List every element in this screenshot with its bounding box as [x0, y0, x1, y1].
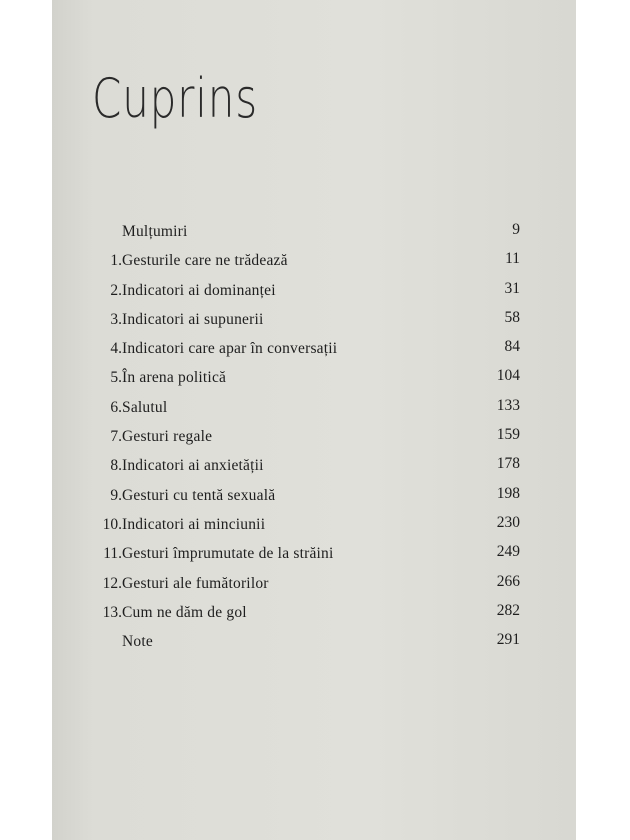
page-title: Cuprins	[92, 67, 258, 130]
toc-entry-page-number: 11	[505, 250, 520, 268]
toc-entry-title: Cum ne dăm de gol	[122, 603, 247, 621]
toc-entry-title: Indicatori ai supunerii	[122, 310, 264, 328]
toc-entry-page-number: 9	[512, 221, 520, 238]
toc-entry	[52, 511, 576, 540]
toc-entry-number: 8.	[110, 457, 122, 475]
toc-entry-number: 4.	[110, 340, 122, 358]
toc-entry-page-number: 282	[496, 601, 520, 619]
toc-entry-number: 12.	[102, 574, 122, 592]
toc-entry-title: Indicatori care apar în conversații	[122, 340, 338, 358]
toc-entry	[52, 335, 576, 364]
toc-entry	[52, 306, 576, 335]
toc-entry	[52, 628, 576, 657]
toc-entry-number: 1.	[110, 252, 122, 270]
toc-entry	[52, 394, 576, 423]
toc-entry-title: Gesturi cu tentă sexuală	[122, 486, 276, 504]
toc-entry	[52, 364, 576, 393]
toc-entry	[52, 247, 576, 276]
toc-entry-page-number: 159	[496, 426, 520, 444]
book-page	[52, 0, 576, 840]
toc-entry-number: 7.	[110, 428, 122, 446]
toc-entry	[52, 423, 576, 452]
toc-entry-title: Mulțumiri	[122, 223, 188, 240]
toc-entry-title: Indicatori ai minciunii	[122, 515, 266, 533]
toc-entry-page-number: 291	[496, 631, 520, 649]
toc-entry-number: 5.	[110, 369, 122, 387]
toc-entry-page-number: 104	[496, 367, 520, 385]
toc-entry-page-number: 266	[496, 572, 520, 590]
toc-entry-title: În arena politică	[122, 369, 227, 387]
table-of-contents	[52, 218, 576, 657]
toc-entry-title: Indicatori ai dominanței	[122, 281, 276, 299]
toc-entry-page-number: 230	[496, 513, 520, 531]
toc-entry-page-number: 249	[496, 543, 520, 561]
toc-entry	[52, 482, 576, 511]
toc-entry-number: 10.	[102, 515, 122, 533]
toc-entry-title: Salutul	[122, 398, 168, 416]
toc-entry-page-number: 58	[504, 308, 520, 326]
toc-entry-page-number: 178	[496, 455, 520, 473]
toc-entry-page-number: 84	[504, 338, 520, 356]
toc-entry-page-number: 133	[496, 396, 520, 414]
toc-entry-title: Gesturile care ne trădează	[122, 252, 288, 270]
toc-entry-number: 9.	[110, 486, 122, 504]
toc-entry-title: Gesturi împrumutate de la străini	[122, 545, 334, 563]
toc-entry-title: Note	[122, 633, 153, 651]
toc-entry-number: 6.	[110, 398, 122, 416]
toc-entry-number: 13.	[102, 603, 122, 621]
toc-entry	[52, 452, 576, 481]
toc-entry	[52, 599, 576, 628]
toc-entry	[52, 570, 576, 599]
toc-entry-title: Gesturi ale fumătorilor	[122, 574, 269, 592]
toc-entry-title: Gesturi regale	[122, 428, 213, 446]
toc-entry-page-number: 198	[496, 484, 520, 502]
toc-entry	[52, 218, 576, 247]
toc-entry-title: Indicatori ai anxietății	[122, 457, 264, 475]
toc-entry-number: 11.	[103, 545, 122, 563]
toc-entry-number: 2.	[110, 281, 122, 299]
toc-entry-number: 3.	[110, 310, 122, 328]
toc-entry	[52, 540, 576, 569]
toc-entry-page-number: 31	[504, 279, 520, 297]
toc-entry	[52, 277, 576, 306]
